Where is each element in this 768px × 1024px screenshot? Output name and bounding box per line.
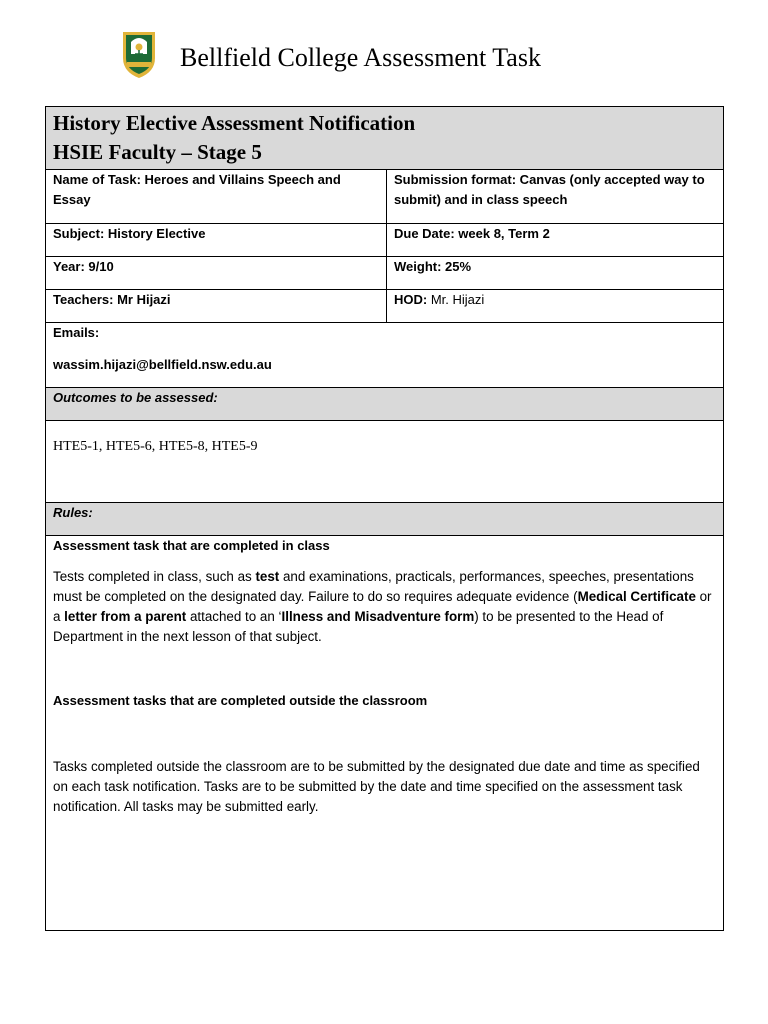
outside-class-heading: Assessment tasks that are completed outside the classroom	[53, 693, 428, 708]
subject-cell	[46, 224, 387, 257]
in-class-text-2: and examinations, practicals, performances, speeches, presentations must be completed on the designated day. Failure to do so requires adequate evidence (	[53, 569, 694, 604]
in-class-bold-medical-certificate: Medical Certificate	[577, 589, 696, 604]
due-date: Due Date: week 8, Term 2	[394, 226, 550, 241]
outside-class-rules-text: Tasks completed outside the classroom are to be submitted by the designated due date and time as specified on each task notification. Tasks are to be submitted by the date and time specified on the assessment task notification. All tasks may be submitted early.	[53, 759, 700, 814]
due-date-cell	[387, 224, 724, 257]
task-name-cell	[46, 170, 387, 224]
in-class-text-3: or a	[53, 589, 712, 624]
teachers-cell	[46, 290, 387, 323]
weight-cell	[387, 257, 724, 290]
in-class-text-1: Tests completed in class, such as	[53, 569, 256, 584]
hod-cell	[387, 290, 724, 323]
hod-value: Mr. Hijazi	[427, 292, 485, 307]
in-class-text-4: attached to an ‘	[186, 609, 282, 624]
year-cell	[46, 257, 387, 290]
in-class-bold-misadventure-form: Illness and Misadventure form	[281, 609, 475, 624]
outcomes-list-cell	[46, 421, 724, 503]
college-crest-logo	[120, 28, 158, 80]
faculty-stage: HSIE Faculty – Stage 5	[53, 140, 262, 164]
outcomes-heading: Outcomes to be assessed:	[53, 390, 218, 405]
rules-heading-cell	[46, 503, 724, 536]
emails-cell	[46, 323, 724, 388]
in-class-text-5: ) to be presented to the Head of Department in the next lesson of that subject.	[53, 609, 664, 644]
document-title: Bellfield College Assessment Task	[180, 43, 541, 72]
email-address: wassim.hijazi@bellfield.nsw.edu.au	[53, 357, 272, 372]
in-class-heading: Assessment task that are completed in class	[53, 538, 330, 553]
rules-body-cell	[46, 536, 724, 931]
submission-format-cell	[387, 170, 724, 224]
hod-label: HOD:	[394, 292, 428, 307]
task-name: Name of Task: Heroes and Villains Speech and Essay	[53, 172, 341, 207]
in-class-bold-parent-letter: letter from a parent	[64, 609, 187, 624]
year: Year: 9/10	[53, 259, 114, 274]
assessment-notification-table	[45, 106, 724, 931]
in-class-bold-test: test	[255, 569, 280, 584]
teachers: Teachers: Mr Hijazi	[53, 292, 171, 307]
subject: Subject: History Elective	[53, 226, 206, 241]
weight: Weight: 25%	[394, 259, 472, 274]
in-class-rules-text	[53, 567, 716, 647]
notification-header	[46, 107, 724, 170]
rules-heading: Rules:	[53, 505, 93, 520]
outcomes-list: HTE5-1, HTE5-6, HTE5-8, HTE5-9	[53, 439, 258, 454]
outcomes-heading-cell	[46, 388, 724, 421]
emails-label: Emails:	[53, 325, 100, 340]
notification-title: History Elective Assessment Notification	[53, 111, 416, 135]
submission-format: Submission format: Canvas (only accepted way to submit) and in class speech	[394, 172, 705, 207]
